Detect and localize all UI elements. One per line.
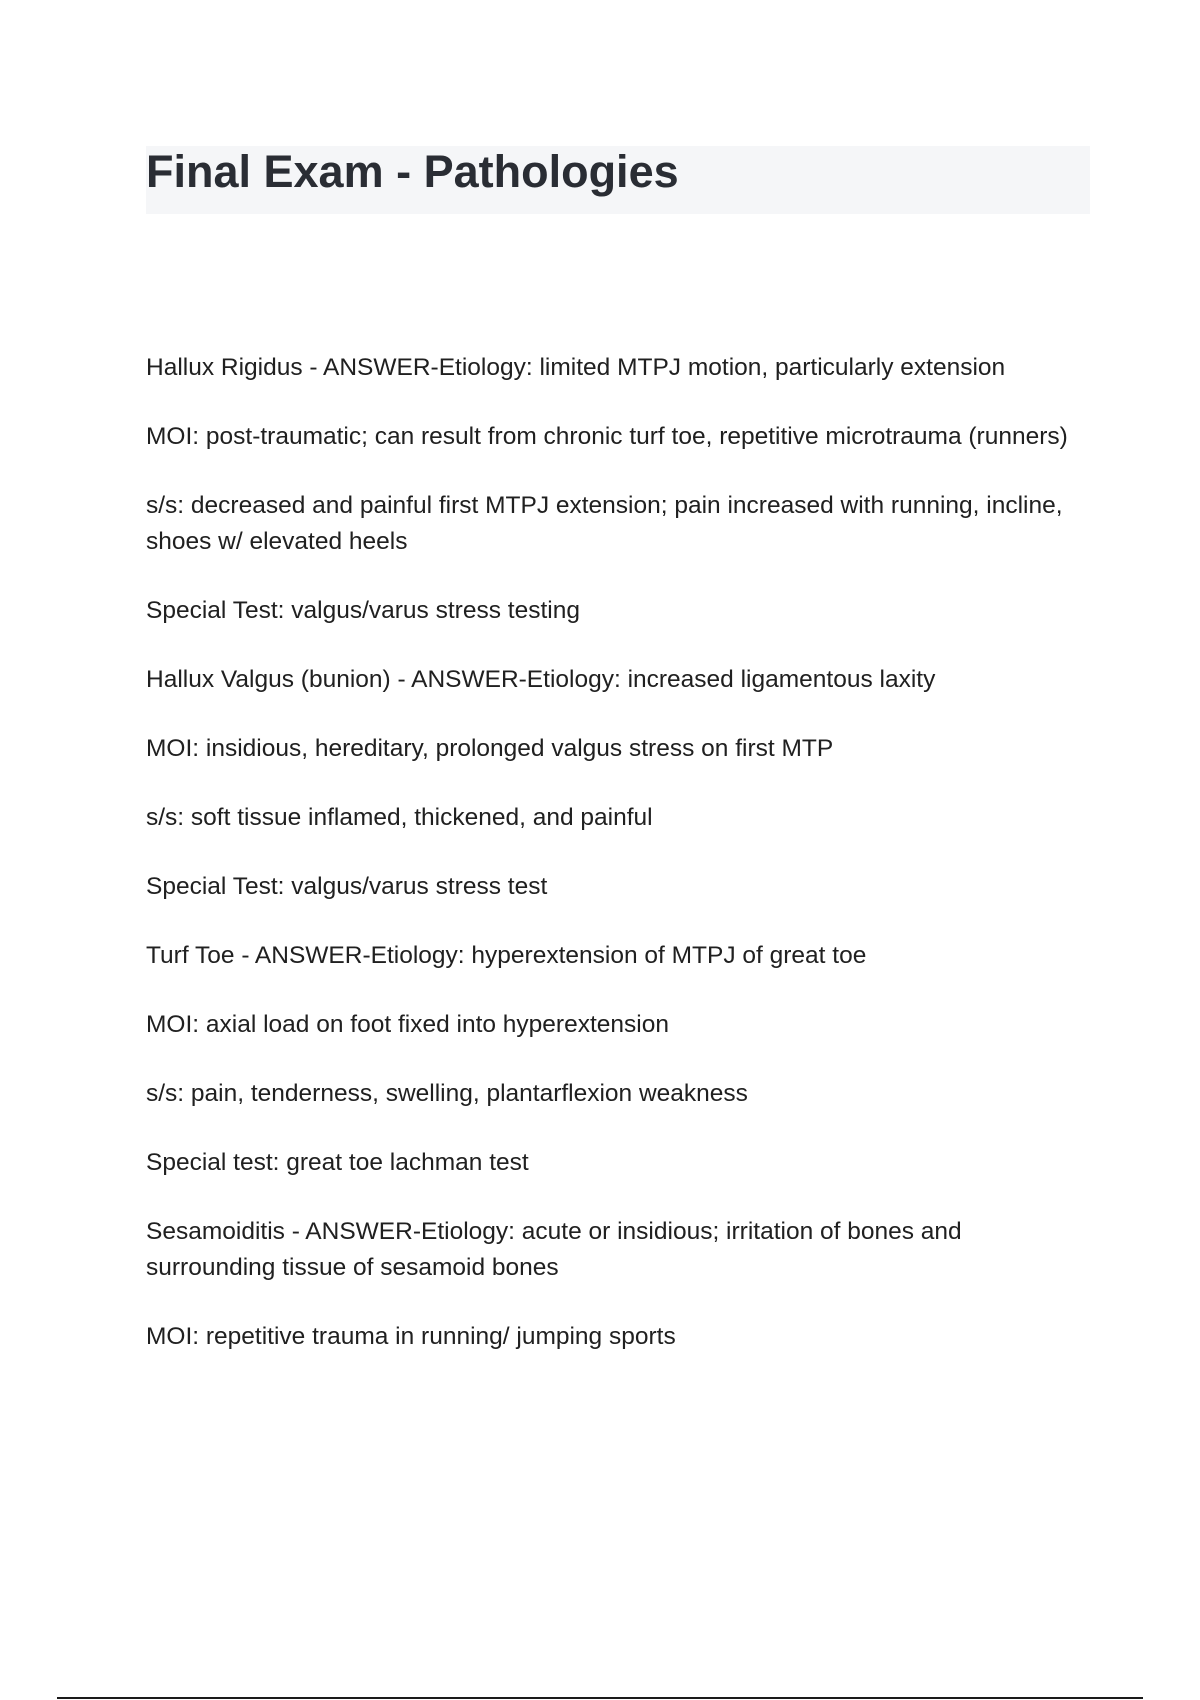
document-title: Final Exam - Pathologies [146, 146, 679, 197]
paragraph-hallux-rigidus-moi: MOI: post-traumatic; can result from chronic turf toe, repetitive microtrauma (runners) [146, 423, 1068, 450]
paragraph-turf-toe-moi: MOI: axial load on foot fixed into hyperextension [146, 1011, 669, 1038]
paragraph-turf-toe-test: Special test: great toe lachman test [146, 1149, 529, 1176]
paragraph-hallux-valgus-test: Special Test: valgus/varus stress test [146, 873, 548, 900]
paragraph-hallux-valgus-moi: MOI: insidious, hereditary, prolonged valgus stress on first MTP [146, 735, 834, 762]
paragraph-sesamoiditis-moi: MOI: repetitive trauma in running/ jumping sports [146, 1323, 676, 1350]
paragraph-turf-toe-signs: s/s: pain, tenderness, swelling, plantarflexion weakness [146, 1080, 748, 1107]
page-bottom-rule [57, 1697, 1143, 1699]
paragraph-hallux-valgus-etiology: Hallux Valgus (bunion) - ANSWER-Etiology: increased ligamentous laxity [146, 666, 936, 693]
paragraph-hallux-valgus-signs: s/s: soft tissue inflamed, thickened, and painful [146, 804, 653, 831]
paragraph-sesamoiditis-etiology: Sesamoiditis - ANSWER-Etiology: acute or insidious; irritation of bones and surrounding tissue of sesamoid bones [146, 1218, 962, 1281]
paragraph-turf-toe-etiology: Turf Toe - ANSWER-Etiology: hyperextension of MTPJ of great toe [146, 942, 867, 969]
paragraph-hallux-rigidus-etiology: Hallux Rigidus - ANSWER-Etiology: limited MTPJ motion, particularly extension [146, 354, 1006, 381]
paragraph-hallux-rigidus-signs: s/s: decreased and painful first MTPJ extension; pain increased with running, incline, shoes w/ elevated heels [146, 492, 1063, 555]
document-body [146, 350, 1090, 1388]
paragraph-hallux-rigidus-test: Special Test: valgus/varus stress testing [146, 597, 580, 624]
